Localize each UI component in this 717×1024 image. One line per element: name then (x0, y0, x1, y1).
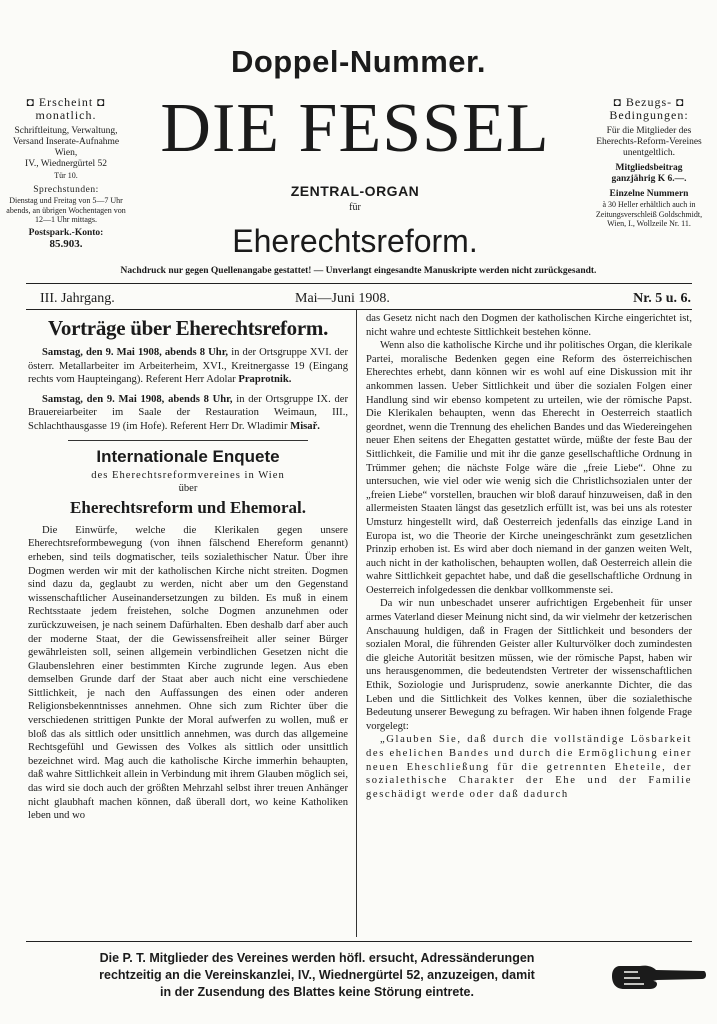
beitrag-text: ganzjährig K 6.—. (611, 174, 687, 184)
einzelne-text: à 30 Heller erhältlich auch in Zeitungsverschleiß Goldschmidt, Wien, I., Wollzeile Nr. 11. (595, 200, 703, 228)
schriftleitung-text: Schriftleitung, Verwaltung, Versand Inserate-Aufnahme Wien, (12, 126, 120, 158)
vortrag-1-referent: Praprotnik. (238, 374, 292, 386)
address-text: IV., Wiednergürtel 52 (25, 159, 107, 169)
right-column (366, 312, 692, 801)
vortraege-title: Vorträge über Eherechtsreform. (47, 316, 329, 340)
postsparkonto-number: 85.903. (49, 237, 83, 250)
right-info-box (586, 96, 712, 229)
mitglieder-text: Für die Mitglieder des Eherechts-Reform-Vereines unentgeltlich. (596, 126, 702, 158)
nachdruck-notice: Nachdruck nur gegen Quellenangabe gestattet! — Unverlangt eingesandte Manuskripte werden nicht zurückgesandt. (120, 266, 597, 276)
enquete-title: Internationale Enquete (96, 446, 280, 466)
vortrag-1 (28, 346, 348, 387)
jahrgang-label: III. Jahrgang. (40, 291, 115, 306)
left-paragraph-1: Die Einwürfe, welche die Klerikalen gegen unsere Eherechtsreformbewegung (von ihnen fälschend Ehereform genannt) erheben, sind teils dogmatischer, teils sozialethischer Natur. Über ihre Dogmen werden wir mit der katholischen Kirche nicht streiten. Dogmen sind dazu da, geglaubt zu werden, nicht aber um den Gegenstand wissenschaftlicher Auseinandersetzungen zu bilden. Es muß in einem Rechtsstaate jedem freistehen, solche Dogmen anzunehmen oder zurückzuweisen, je nach seinem Dafürhalten. Eben deshalb darf aber auch der moderne Staat, der die Gewissensfreiheit aller seiner Bürger gewährleisten soll, seinen allgemein verbindlichen Gesetzen nicht die Glaubenslehren einer bestimmten Kirche zugrunde legen. Aus eben demselben Grunde darf der Staat aber auch nicht eine verschiedene Sittlichkeit, je nach den Auffassungen des einen oder anderen Religionsbekenntnisses annehmen. Ohne sich zum Richter über die verschiedenen strittigen Punkte der Moral aufwerfen zu wollen, muß er bloß das als sittlich oder unsittlich annehmen, was durch das allgemeine Rechtsgefühl und Gewissen des Volkes als sittlich oder unsittlich bezeichnet wird. Mag auch die katholische Kirche immerhin behaupten, daß wahre Sittlichkeit allein in Verbindung mit ihrem Glauben möglich sei, das wird sie doch auch der größten Mehrzahl selbst ihrer treuen Anhänger nicht glaubhaft machen können, daß überall dort, wo keine Katholiken leben und wo (28, 524, 348, 822)
vortrag-2-date: Samstag, den 9. Mai 1908, abends 8 Uhr, (42, 393, 233, 405)
right-quote: „Glauben Sie, daß durch die vollständige Lösbarkeit des ehelichen Bandes und durch die Ermöglichung einer neuen Eheschließung für die getrennten Eheteile, der sozialethische Charakter der Ehe und der Familie geschädigt werde oder daß dadurch (366, 734, 692, 800)
right-paragraph-1: das Gesetz nicht nach den Dogmen der katholischen Kirche eingerichtet ist, nicht wahre und echteste Sittlichkeit bestehen könne. (366, 313, 692, 338)
address-change-notice (22, 950, 612, 1001)
enquete-title-2: Eherechtsreform und Ehemoral. (70, 497, 306, 517)
vortrag-1-date: Samstag, den 9. Mai 1908, abends 8 Uhr, (42, 347, 229, 358)
bezugs-label: ◘ Bezugs- ◘ (613, 95, 685, 109)
sprechstunden-text: Dienstag und Freitag von 5—7 Uhr abends, an übrigen Wochentagen von 12—1 Uhr mittags. (6, 196, 126, 224)
monatlich-label: monatlich. (35, 108, 97, 122)
masthead-title: DIE FESSEL (160, 90, 550, 167)
column-divider (356, 310, 357, 937)
issue-line-rule (26, 309, 692, 310)
beitrag-heading: Mitgliedsbeitrag (615, 163, 683, 173)
vortrag-2-text: in der Ortsgruppe IX. der Brauereiarbeiter im Saale der Restauration Weimaun, III., Schlachthausgasse 19 (im Hofe). Referent Herr Dr. Wladimir (28, 393, 348, 432)
tur-text: Tür 10. (54, 171, 78, 180)
vortrag-1-text: in der Ortsgruppe XVI. der österr. Metallarbeiter im Arbeiterheim, XVI., Kreitnergasse 19 (Eingang rechts vom Haupteingang). Referent Herr Adolar (28, 347, 348, 386)
right-paragraph-3: Da wir nun unbeschadet unserer aufrichtigen Ergebenheit für unser armes Vaterland dieser Meinung nicht sind, da wir vielmehr der ketzerischen Anschauung huldigen, daß in Fragen der Sittlichkeit und besonders der sozialen Moral, die führenden Geister aller Kulturvölker doch zumindesten die gleiche Autorität besitzen müssen, wie der römische Papst, haben wir uns herausgenommen, die bedeutendsten Vertreter der wissenschaftlichen Ethik, Soziologie und Jurisprudenz, sowie anerkannte Dichter, die das Leben und die Sittlichkeit des Volkes kennen, über die sozialethische Bedeutung unserer Bewegung zu befragen. Wir haben ihnen folgende Frage vorgelegt: (366, 598, 692, 732)
vortrag-2-referent: Misař. (290, 420, 320, 432)
erscheint-label: ◘ Erscheint ◘ (26, 95, 106, 109)
notice-line-2: rechtzeitig an die Vereinskanzlei, IV., Wiednergürtel 52, anzuzeigen, damit (99, 968, 535, 982)
postsparkonto-heading: Postspark.-Konto: (28, 227, 104, 238)
doppel-nummer-heading: Doppel-Nummer. (230, 44, 487, 79)
enquete-subtitle: des Eherechtsreformvereines in Wien (91, 469, 285, 481)
fuer-label: für (349, 202, 361, 213)
top-rule (26, 283, 692, 284)
left-info-box (6, 96, 126, 250)
left-column (28, 312, 348, 823)
enquete-ueber: über (178, 483, 198, 495)
notice-line-1: Die P. T. Mitglieder des Vereines werden höfl. ersucht, Adressänderungen (99, 951, 535, 965)
eherechtsreform-heading: Eherechtsreform. (232, 223, 478, 259)
einzelne-heading: Einzelne Nummern (609, 189, 689, 199)
notice-line-3: in der Zusendung des Blattes keine Störung eintrete. (160, 985, 474, 999)
bedingungen-label: Bedingungen: (609, 108, 689, 122)
sprechstunden-heading: Sprechstunden: (33, 185, 99, 195)
vortrag-2 (28, 393, 348, 434)
right-paragraph-2: Wenn also die katholische Kirche und ihr politisches Organ, die klerikale Partei, moralische Bedenken gegen eine Reform des österreichischen Eherechtes erhebt, dann können wir es wohl auf eine Diskussion mit ihr ankommen lassen. Ueber Sittlichkeit und über die sozialen Folgen einer Handlung sind wir ebenso kompetent zu urteilen, wie der römische Papst. Die Klerikalen behaupten, wenn das Eherecht in Oesterreich staatlich geordnet, wenn die Trennung des ehelichen Bandes und das Wiedereingehen neuer Ehen seitens der Ehegatten gestattet würde, müßte der feste Bau der Sittlichkeit, die Familie und mit ihr die ganze gesellschaftliche Ordnung in Trümmer gehen; die nächste Folge wäre die „freie Liebe“. Ohne zu untersuchen, wie viel oder wie wenig sich die Christlichsozialen unter der „freien Liebe“ vorstellen, brauchen wir bloß darauf hinzuweisen, daß in den allermeisten Staaten längst das gesetzlich erfüllt ist, was bei uns als rotester Umsturz hingestellt wird, daß Oesterreich jedenfalls das einzige Land in Europa ist, wo die Theorie der Kirche uneingeschränkt zum gesetzlichen Prinzip erhoben ist. Es wird aber doch niemand in der ganzen weiten Welt, auch nicht in der katholischen, behaupten wollen, daß Oesterreich allein die wahre Sittlichkeit gepachtet habe, und daß die gesellschaftliche Ordnung in Oesterreich infolgedessen die denkbar vollkommenste sei. (366, 340, 692, 596)
pointing-hand-icon (610, 957, 706, 997)
section-rule (68, 440, 308, 441)
issue-date: Mai—Juni 1908. (295, 291, 390, 306)
footer-rule (26, 941, 692, 942)
zentral-organ-label: ZENTRAL-ORGAN (290, 183, 420, 199)
issue-number: Nr. 5 u. 6. (633, 291, 691, 306)
